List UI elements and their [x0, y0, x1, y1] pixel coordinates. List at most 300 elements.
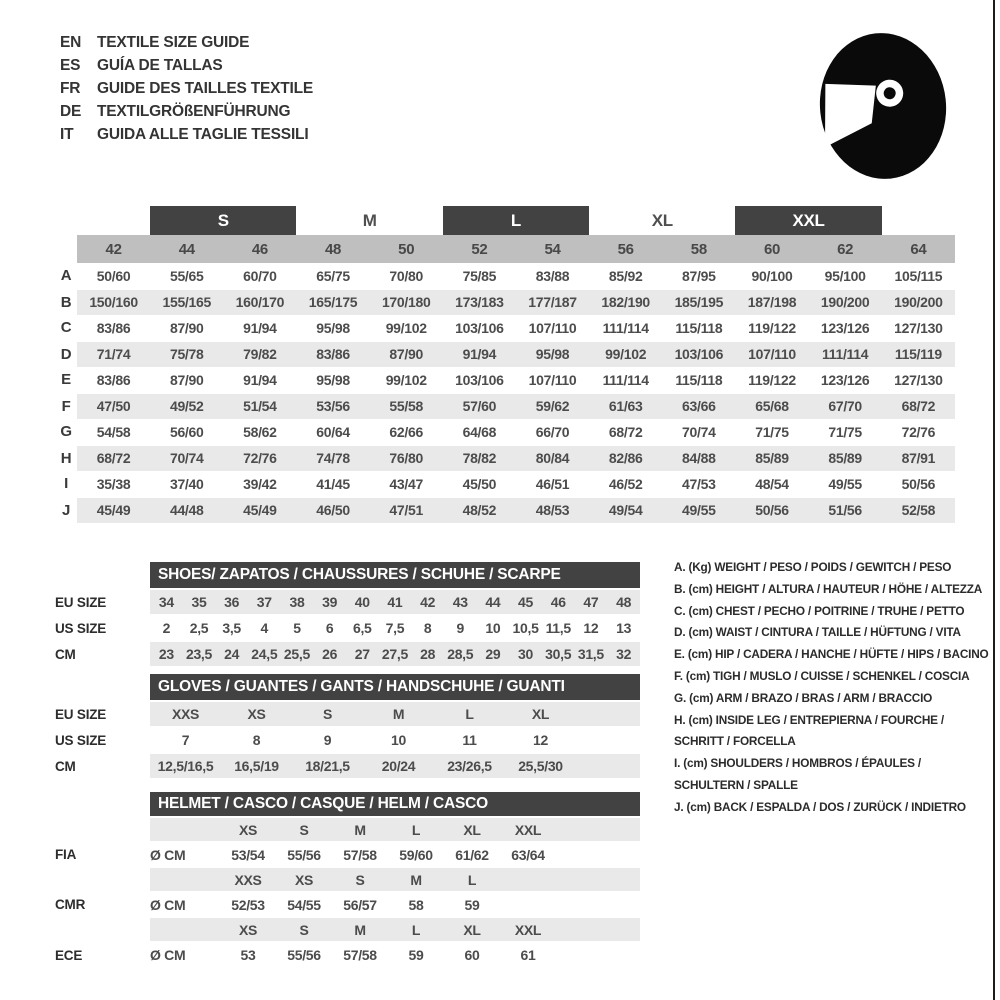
measurement-cell: 75/78 — [150, 341, 223, 367]
size-value-cell: 48 — [607, 589, 640, 615]
helmet-size-table — [55, 792, 640, 967]
helmet-size-header-row — [55, 817, 640, 842]
row-label: F — [55, 393, 77, 419]
helmet-size-label: XXS — [220, 867, 276, 892]
legend-unit: (cm) — [683, 756, 708, 771]
title-spacer — [55, 562, 150, 589]
helmet-size-label — [500, 867, 556, 892]
legend-item-h — [674, 710, 994, 754]
language-row — [60, 31, 313, 54]
measurement-cell: 82/86 — [589, 445, 662, 471]
measurement-cell: 49/54 — [589, 497, 662, 523]
size-value-cell: 24,5 — [248, 641, 281, 667]
measurement-cell: 87/90 — [169, 319, 204, 336]
helmet-value-cell: 55/56 — [287, 846, 321, 863]
legend-unit: (cm) — [686, 799, 711, 814]
measurement-cell: 72/76 — [223, 445, 296, 471]
measurement-cell: 160/170 — [223, 289, 296, 315]
helmet-size-label: XS — [276, 867, 332, 892]
measurement-cell: 43/47 — [389, 475, 423, 492]
size-value-cell: 30,5 — [542, 641, 575, 667]
legend-unit: (cm) — [687, 647, 712, 662]
measurement-cell: 95/98 — [316, 371, 350, 388]
legend-text: WAIST / CINTURA / TAILLE / HÜFTUNG / VITA — [715, 625, 961, 640]
measurement-row-h — [55, 445, 955, 471]
size-column-header: 50 — [370, 235, 443, 263]
size-value-cell: 5 — [293, 620, 301, 636]
helmet-size-label: M — [332, 817, 388, 842]
measurement-cell: 87/91 — [882, 445, 955, 471]
helmet-value-cell: 57/58 — [343, 947, 377, 963]
helmet-size-label: M — [332, 917, 388, 942]
measurement-cell: 57/60 — [443, 393, 516, 419]
legend-key: B. — [674, 581, 689, 596]
measurement-cell: 71/74 — [77, 341, 150, 367]
helmet-value-cell: 55/56 — [287, 947, 321, 963]
corner-spacer — [55, 206, 77, 235]
row-label: J — [55, 497, 77, 523]
measurement-cell: 111/114 — [809, 341, 882, 367]
helmet-value-cell: 60 — [464, 947, 480, 963]
size-column-header: 64 — [882, 235, 955, 263]
size-value-cell: 31,5 — [575, 641, 608, 667]
size-value-cell: 47 — [575, 589, 608, 615]
row-outside-label: CM — [55, 753, 150, 779]
legend-key: A. — [674, 560, 689, 574]
size-row-us-size — [55, 727, 640, 753]
measurement-cell: 60/64 — [316, 423, 350, 440]
size-value-cell: XS — [221, 701, 292, 727]
legend-text: WEIGHT / PESO / POIDS / GEWITCH / PESO — [714, 560, 952, 574]
measurement-cell: 107/110 — [735, 341, 808, 367]
shoes-size-table — [55, 562, 640, 668]
measurement-cell: 71/75 — [828, 423, 862, 440]
size-value-cell: 10 — [391, 732, 406, 748]
measurement-cell: 76/80 — [370, 445, 443, 471]
size-value-cell: 12 — [583, 620, 599, 636]
filler-cell — [576, 753, 640, 779]
size-value-cell: M — [363, 701, 434, 727]
measurement-cell: 44/48 — [150, 497, 223, 523]
size-value-cell: 28,5 — [444, 641, 477, 667]
size-value-cell: 28 — [411, 641, 444, 667]
measurement-cell: 103/106 — [455, 319, 504, 336]
measurement-cell: 84/88 — [662, 445, 735, 471]
measurement-row-e — [55, 367, 955, 393]
row-label: B — [55, 289, 77, 315]
size-row-cm — [55, 753, 640, 779]
filler-cell — [556, 892, 640, 917]
helmet-value-cell: 54/55 — [287, 896, 321, 913]
measurement-row-c — [55, 315, 955, 341]
measurement-cell: 80/84 — [516, 445, 589, 471]
measurement-cell: 115/118 — [675, 371, 723, 388]
legend-key: D. — [674, 625, 689, 640]
size-value-cell: 45 — [509, 589, 542, 615]
measurement-cell: 87/95 — [682, 267, 716, 284]
standard-label: ECE — [55, 942, 150, 967]
size-value-cell: S — [292, 701, 363, 727]
size-value-cell: 23,5 — [183, 641, 216, 667]
language-code: DE — [60, 102, 82, 120]
size-value-cell: 12,5/16,5 — [150, 753, 221, 779]
size-row-cm — [55, 641, 640, 667]
size-value-cell: 9 — [323, 732, 332, 748]
size-value-cell: 32 — [607, 641, 640, 667]
diameter-label: Ø CM — [150, 896, 186, 913]
measurement-cell: 55/65 — [169, 267, 204, 284]
col-42-spacer — [77, 206, 150, 235]
row-outside-label: US SIZE — [55, 727, 150, 753]
measurement-cell: 59/62 — [516, 393, 589, 419]
diameter-spacer — [150, 867, 220, 892]
measurement-cell: 50/60 — [96, 267, 131, 284]
title-spacer — [55, 674, 150, 701]
table-title-bar: GLOVES / GUANTES / GANTS / HANDSCHUHE / GUANTI — [150, 674, 640, 701]
measurement-cell: 177/187 — [516, 289, 589, 315]
measurement-cell: 49/55 — [828, 475, 862, 492]
helmet-size-label: XL — [444, 817, 500, 842]
size-value-cell: 12 — [533, 732, 548, 748]
legend-item-b — [674, 579, 994, 601]
measurement-cell: 58/62 — [243, 423, 277, 440]
language-row — [60, 54, 313, 77]
size-value-cell: 7 — [181, 732, 190, 748]
helmet-size-label: L — [388, 817, 444, 842]
helmet-standard-row-fia — [55, 842, 640, 867]
row-outside-label: US SIZE — [55, 615, 150, 641]
measurement-cell: 103/106 — [662, 341, 735, 367]
measurement-cell: 48/52 — [443, 497, 516, 523]
measurement-cell: 63/66 — [662, 393, 735, 419]
measurement-cell: 39/42 — [243, 475, 277, 492]
table-title-row — [55, 562, 640, 589]
size-row-eu-size — [55, 701, 640, 727]
measurement-cell: 35/38 — [96, 475, 131, 492]
table-title-row — [55, 674, 640, 701]
measurement-cell: 55/58 — [370, 393, 443, 419]
measurement-cell: 99/102 — [385, 371, 427, 388]
size-value-cell: 34 — [150, 589, 183, 615]
row-outside-label: CM — [55, 641, 150, 667]
legend-key: E. — [674, 647, 688, 662]
measurement-cell: 123/126 — [820, 371, 870, 388]
measurement-cell: 49/55 — [662, 497, 735, 523]
size-value-cell: 25,5 — [281, 641, 314, 667]
helmet-value-cell: 56/57 — [343, 896, 377, 913]
helmet-value-cell: 59/60 — [399, 846, 433, 863]
helmet-value-cell: 58 — [408, 896, 424, 913]
size-value-cell: 30 — [509, 641, 542, 667]
measurement-cell: 99/102 — [385, 319, 427, 336]
measurement-cell: 190/200 — [809, 289, 882, 315]
row-label: I — [55, 471, 77, 497]
spacer — [55, 917, 150, 942]
measurement-cell: 95/98 — [516, 341, 589, 367]
measurement-cell: 123/126 — [820, 319, 870, 336]
measurement-cell: 78/82 — [443, 445, 516, 471]
row-label: G — [55, 419, 77, 445]
measurement-cell: 56/60 — [169, 423, 204, 440]
measurement-cell: 41/45 — [316, 475, 350, 492]
language-title: GUÍA DE TALLAS — [97, 56, 223, 74]
legend-item-j — [674, 797, 994, 819]
legend-text: CHEST / PECHO / POITRINE / TRUHE / PETTO — [715, 603, 965, 618]
gloves-size-table — [55, 674, 640, 780]
measurement-cell: 115/119 — [882, 341, 955, 367]
size-column-header: 56 — [589, 235, 662, 263]
size-value-cell: 3,5 — [222, 620, 241, 636]
size-value-cell: 38 — [281, 589, 314, 615]
measurement-cell: 85/89 — [809, 445, 882, 471]
helmet-size-label: XXL — [500, 917, 556, 942]
size-value-cell: 8 — [252, 732, 261, 748]
size-value-cell: 6 — [325, 620, 334, 636]
legend-item-i — [674, 753, 994, 797]
measurement-cell: 48/54 — [755, 475, 789, 492]
measurement-cell: 51/54 — [223, 393, 296, 419]
measurement-cell: 72/76 — [901, 423, 936, 440]
measurement-cell: 95/98 — [316, 319, 350, 336]
page-edge-line — [993, 0, 995, 1000]
size-column-header: 54 — [516, 235, 589, 263]
measurement-cell: 107/110 — [528, 319, 577, 336]
measurement-cell: 95/100 — [824, 267, 866, 284]
helmet-value-cell: 52/53 — [231, 896, 265, 913]
legend-key: H. — [674, 712, 689, 727]
legend-text: BACK / ESPALDA / DOS / ZURÜCK / INDIETRO — [713, 799, 966, 814]
measurement-cell: 47/50 — [77, 393, 150, 419]
measurement-cell: 53/56 — [296, 393, 369, 419]
measurement-cell: 45/49 — [223, 497, 296, 523]
measurement-cell: 187/198 — [735, 289, 808, 315]
measurement-row-f — [55, 393, 955, 419]
row-label: A — [55, 263, 77, 289]
measurement-cell: 111/114 — [602, 319, 649, 336]
size-column-header: 42 — [77, 235, 150, 263]
measurement-cell: 50/56 — [735, 497, 808, 523]
measurement-cell: 54/58 — [96, 423, 131, 440]
helmet-standard-row-cmr — [55, 892, 640, 917]
legend-text: HIP / CADERA / HANCHE / HÜFTE / HIPS / BACINO — [715, 647, 989, 662]
measurement-row-g — [55, 419, 955, 445]
filler-cell — [556, 917, 640, 942]
helmet-value-cell: 59 — [464, 896, 480, 913]
legend-key: G. — [674, 690, 690, 705]
size-value-cell: 25,5/30 — [505, 753, 576, 779]
size-value-cell: 46 — [542, 589, 575, 615]
measurement-cell: 105/115 — [894, 267, 943, 284]
measurement-row-a — [55, 263, 955, 289]
measurement-cell: 91/94 — [243, 319, 277, 336]
size-value-cell: 37 — [248, 589, 281, 615]
measurement-cell: 75/85 — [462, 267, 497, 284]
legend-item-c — [674, 601, 994, 623]
row-label: D — [55, 341, 77, 367]
size-value-cell: 9 — [456, 620, 464, 636]
legend-text: HEIGHT / ALTURA / HAUTEUR / HÖHE / ALTEZZA — [715, 581, 983, 596]
measurement-cell: 79/82 — [223, 341, 296, 367]
measurement-cell: 65/68 — [735, 393, 808, 419]
language-row — [60, 100, 313, 123]
size-group-xl: XL — [651, 210, 673, 230]
size-value-cell: 18/21,5 — [292, 753, 363, 779]
size-group-xxl: XXL — [735, 206, 881, 235]
helmet-size-label: S — [276, 817, 332, 842]
filler-cell — [556, 942, 640, 967]
measurement-row-j — [55, 497, 955, 523]
size-value-cell: 26 — [313, 641, 346, 667]
measurement-cell: 119/122 — [748, 371, 796, 388]
size-column-header: 46 — [223, 235, 296, 263]
measurement-cell: 87/90 — [370, 341, 443, 367]
legend-text: INSIDE LEG / ENTREPIERNA / FOURCHE / SCHRITT / FORCELLA — [674, 712, 944, 749]
language-title: GUIDA ALLE TAGLIE TESSILI — [97, 125, 309, 143]
size-column-header: 52 — [443, 235, 516, 263]
measurement-cell: 70/80 — [389, 267, 423, 284]
table-title-bar: HELMET / CASCO / CASQUE / HELM / CASCO — [150, 792, 640, 817]
measurement-cell: 150/160 — [77, 289, 150, 315]
measurement-cell: 64/68 — [462, 423, 497, 440]
size-value-cell: 23/26,5 — [434, 753, 505, 779]
size-value-cell: 43 — [444, 589, 477, 615]
measurement-cell: 70/74 — [682, 423, 716, 440]
measurement-cell: 46/50 — [296, 497, 369, 523]
size-value-cell: L — [434, 701, 505, 727]
size-value-cell: XL — [505, 701, 576, 727]
legend-item-d — [674, 622, 994, 644]
row-label: E — [55, 367, 77, 393]
legend-item-g — [674, 688, 994, 710]
size-group-s: S — [150, 206, 296, 235]
measurement-cell: 119/122 — [748, 319, 796, 336]
size-value-cell: 27 — [346, 641, 379, 667]
measurement-cell: 70/74 — [150, 445, 223, 471]
measurement-cell: 115/118 — [675, 319, 723, 336]
language-code: ES — [60, 56, 81, 74]
language-title: GUIDE DES TAILLES TEXTILE — [97, 79, 314, 97]
measurement-cell: 91/94 — [243, 371, 277, 388]
language-code: FR — [60, 79, 81, 97]
measurement-cell: 190/200 — [882, 289, 955, 315]
language-code: IT — [60, 125, 74, 143]
legend-text: TIGH / MUSLO / CUISSE / SCHENKEL / COSCIA — [713, 668, 970, 683]
measurement-cell: 103/106 — [455, 371, 504, 388]
measurement-cell: 46/52 — [608, 475, 643, 492]
size-value-cell: 7,5 — [385, 620, 405, 636]
legend-unit: (Kg) — [688, 560, 712, 574]
helmet-size-label: S — [332, 867, 388, 892]
size-value-cell: 36 — [215, 589, 248, 615]
legend-unit: (cm) — [688, 625, 713, 640]
helmet-value-cell: 57/58 — [343, 846, 377, 863]
diameter-spacer — [150, 917, 220, 942]
measurement-cell: 83/86 — [96, 371, 131, 388]
language-row — [60, 77, 313, 100]
measurement-cell: 46/51 — [535, 475, 570, 492]
legend-key: J. — [674, 799, 687, 814]
size-value-cell: 2,5 — [189, 620, 209, 636]
measurement-cell: 90/100 — [751, 267, 793, 284]
size-value-cell: 20/24 — [363, 753, 434, 779]
measurement-cell: 45/49 — [77, 497, 150, 523]
measurement-cell: 67/70 — [809, 393, 882, 419]
measurement-cell: 71/75 — [755, 423, 789, 440]
size-number-band — [55, 235, 955, 263]
size-column-header: 60 — [735, 235, 808, 263]
measurement-cell: 65/75 — [316, 267, 350, 284]
measurement-cell: 45/50 — [462, 475, 497, 492]
language-list — [60, 31, 313, 146]
size-value-cell: 11 — [462, 732, 477, 748]
legend-text: SHOULDERS / HOMBROS / ÉPAULES / SCHULTERN / SPALLE — [674, 756, 921, 792]
size-value-cell: 16,5/19 — [221, 753, 292, 779]
measurement-cell: 51/56 — [809, 497, 882, 523]
measurement-cell: 91/94 — [443, 341, 516, 367]
language-title: TEXTILGRÖßENFÜHRUNG — [97, 102, 291, 120]
size-value-cell: 10,5 — [512, 620, 539, 636]
legend-unit: (cm) — [688, 603, 713, 618]
size-value-cell: 40 — [346, 589, 379, 615]
title-spacer — [55, 792, 150, 817]
measurement-row-b — [55, 289, 955, 315]
size-value-cell: 29 — [477, 641, 510, 667]
row-outside-label: EU SIZE — [55, 589, 150, 615]
measurement-cell: 66/70 — [535, 423, 570, 440]
helmet-size-label: M — [388, 867, 444, 892]
helmet-size-label: XS — [220, 917, 276, 942]
legend-text: ARM / BRAZO / BRAS / ARM / BRACCIO — [715, 690, 933, 705]
size-group-m: M — [362, 210, 377, 230]
garment-size-table — [55, 206, 955, 524]
filler-cell — [576, 727, 640, 753]
measurement-cell: 83/86 — [96, 319, 131, 336]
helmet-standard-row-ece — [55, 942, 640, 967]
legend-unit: (cm) — [685, 668, 710, 683]
measurement-cell: 61/63 — [589, 393, 662, 419]
size-value-cell: 2 — [162, 620, 171, 636]
legend-key: I. — [674, 756, 684, 771]
helmet-size-label: XL — [444, 917, 500, 942]
filler-cell — [556, 842, 640, 867]
row-label: C — [55, 315, 77, 341]
measurement-cell: 83/88 — [535, 267, 570, 284]
helmet-size-label: S — [276, 917, 332, 942]
size-column-header: 58 — [662, 235, 735, 263]
helmet-size-label: L — [444, 867, 500, 892]
band-spacer — [55, 235, 77, 263]
legend-item-f — [674, 666, 994, 688]
measurement-cell: 68/72 — [608, 423, 643, 440]
size-value-cell: 13 — [616, 620, 632, 636]
measurement-row-d — [55, 341, 955, 367]
helmet-size-label: XXL — [500, 817, 556, 842]
measurement-cell: 68/72 — [77, 445, 150, 471]
legend-item-e — [674, 644, 994, 666]
helmet-value-cell: 61 — [520, 947, 536, 963]
measurement-cell: 85/92 — [608, 267, 643, 284]
helmet-size-header-row — [55, 867, 640, 892]
standard-label: CMR — [55, 892, 150, 917]
helmet-value-cell: 53/54 — [231, 846, 265, 863]
row-outside-label: EU SIZE — [55, 701, 150, 727]
measurement-cell: 47/53 — [682, 475, 716, 492]
helmet-size-label: L — [388, 917, 444, 942]
legend-unit: (cm) — [688, 712, 713, 727]
legend-unit: (cm) — [688, 581, 713, 596]
measurement-cell: 165/175 — [296, 289, 369, 315]
size-row-eu-size — [55, 589, 640, 615]
